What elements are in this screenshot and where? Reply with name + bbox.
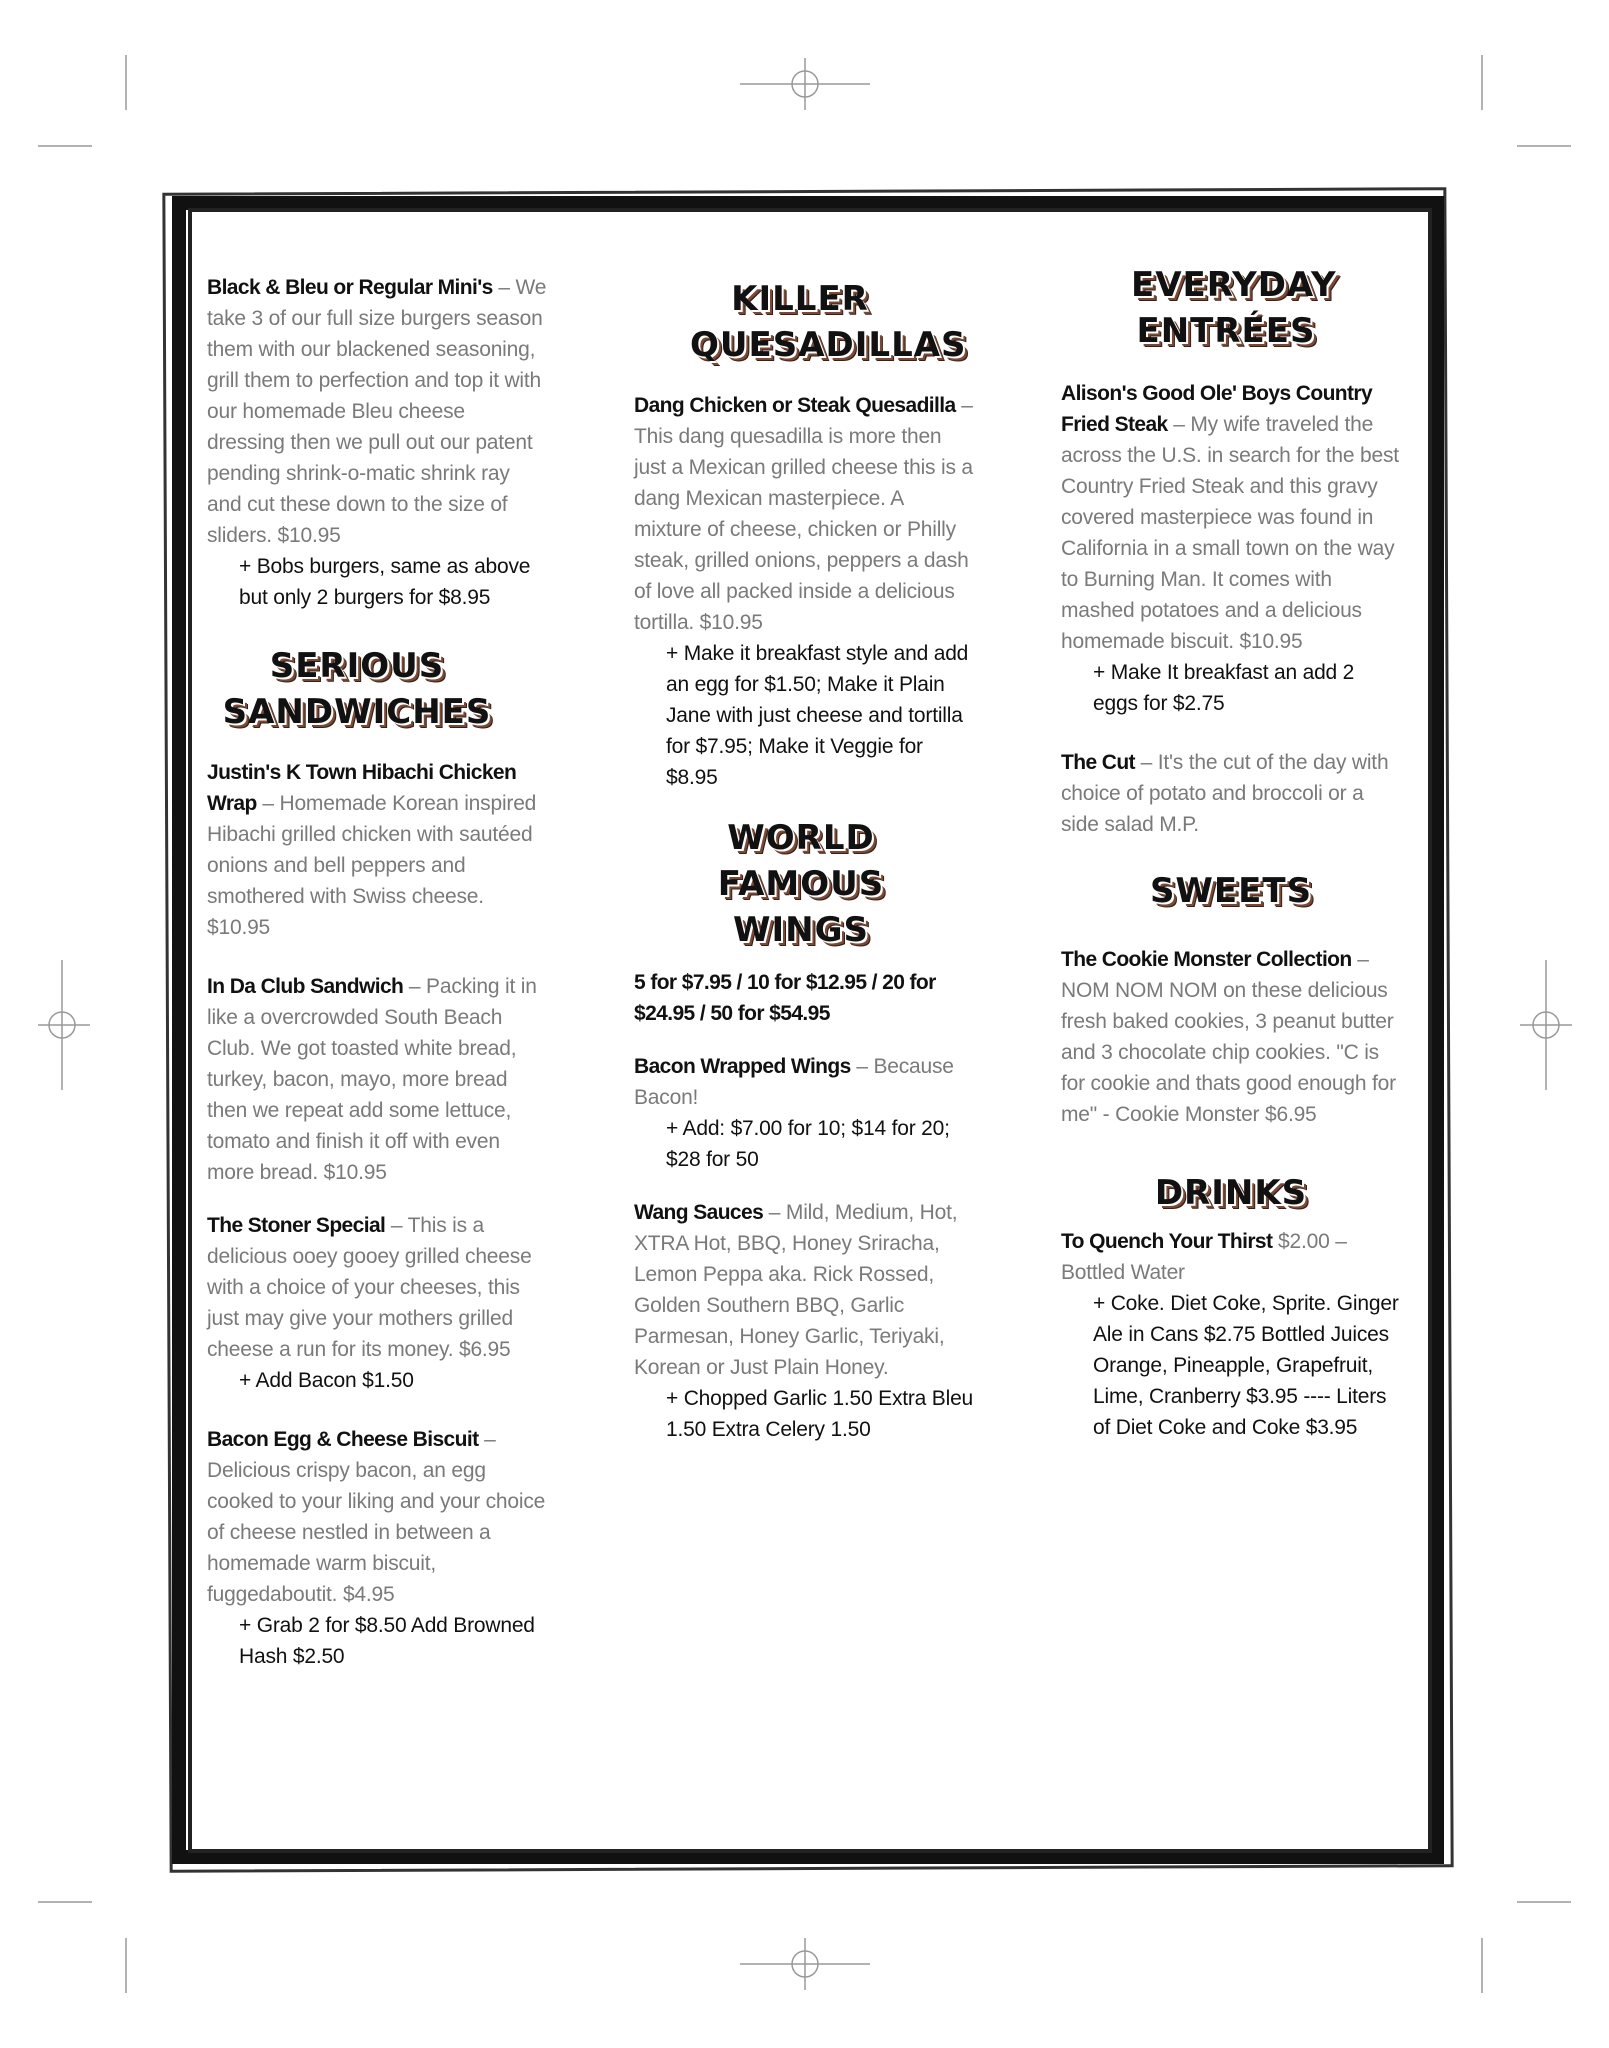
menu-item-bacon-biscuit — [207, 1424, 547, 1672]
menu-item-cookie-collection — [1061, 944, 1401, 1130]
item-description: – Packing it in like a overcrowded South Beach Club. We got toasted white bread, turkey, bacon, mayo, more bread then we repeat add some lettuce, tomato and finish it off with even more bread. $10.95 — [207, 975, 537, 1184]
menu-item-black-bleu — [207, 272, 547, 613]
item-description: – Homemade Korean inspired Hibachi grilled chicken with sautéed onions and bell peppers and smothered with Swiss cheese. $10.95 — [207, 792, 537, 939]
item-description: – Delicious crispy bacon, an egg cooked to your liking and your choice of cheese nestled in between a homemade warm biscuit, fuggedaboutit. $4.95 — [207, 1428, 546, 1606]
item-addon: + Add: $7.00 for 10; $14 for 20; $28 for 50 — [666, 1117, 950, 1171]
menu-item-club-sandwich — [207, 971, 547, 1188]
menu-column-right — [1061, 262, 1401, 1465]
item-name: Dang Chicken or Steak Quesadilla — [634, 394, 956, 417]
item-name: Alison's Good Ole' Boys Country Fried Steak — [1061, 382, 1373, 436]
item-addon: + Add Bacon $1.50 — [239, 1369, 414, 1392]
item-description: – We take 3 of our full size burgers season them with our blackened seasoning, grill them to perfection and top it with our homemade Bleu cheese dressing then we pull out our patent pending shrink-o-matic shrink ray and cut these down to the size of sliders. $10.95 — [207, 276, 547, 547]
item-addon: + Bobs burgers, same as above but only 2 burgers for $8.95 — [239, 555, 531, 609]
menu-item-stoner-special — [207, 1210, 547, 1396]
item-name: In Da Club Sandwich — [207, 975, 404, 998]
section-heading-drinks: DRINKS — [1154, 1173, 1308, 1213]
menu-item-wang-sauces — [634, 1197, 974, 1445]
item-addon: + Chopped Garlic 1.50 Extra Bleu 1.50 Extra Celery 1.50 — [666, 1387, 974, 1441]
item-name: The Stoner Special — [207, 1214, 386, 1237]
wing-prices: 5 for $7.95 / 10 for $12.95 / 20 for $24.95 / 50 for $54.95 — [634, 971, 936, 1025]
item-addon: + Make It breakfast an add 2 eggs for $2.75 — [1093, 661, 1355, 715]
item-description: – This dang quesadilla is more then just a Mexican grilled cheese this is a dang Mexican masterpiece. A mixture of cheese, chicken or Philly steak, grilled onions, peppers a dash of love all packed inside a delicious tortilla. $10.95 — [634, 394, 973, 634]
menu-item-hibachi-wrap — [207, 757, 547, 943]
item-name: The Cut — [1061, 751, 1135, 774]
item-addon: + Coke. Diet Coke, Sprite. Ginger Ale in Cans $2.75 Bottled Juices Orange, Pineapple, Grapefruit, Lime, Cranberry $3.95 ---- Liters of Diet Coke and Coke $3.95 — [1093, 1292, 1399, 1439]
menu-column-middle — [634, 276, 974, 1467]
section-heading-sweets: SWEETS — [1149, 871, 1313, 911]
section-heading-wings: WORLD FAMOUS WINGS — [717, 818, 885, 950]
item-name: To Quench Your Thirst — [1061, 1230, 1273, 1253]
menu-column-left — [207, 272, 547, 1694]
item-addon: + Make it breakfast style and add an egg for $1.50; Make it Plain Jane with just cheese and tortilla for $7.95; Make it Veggie for $8.95 — [666, 642, 969, 789]
item-description: – It's the cut of the day with choice of potato and broccoli or a side salad M.P. — [1061, 751, 1389, 836]
item-name: The Cookie Monster Collection — [1061, 948, 1352, 971]
item-description: – This is a delicious ooey gooey grilled cheese with a choice of your cheeses, this just may give your mothers grilled cheese a run for its money. $6.95 — [207, 1214, 532, 1361]
wing-price-list — [634, 967, 974, 1029]
item-description: – Mild, Medium, Hot, XTRA Hot, BBQ, Honey Sriracha, Lemon Peppa aka. Rick Rossed, Golden Southern BBQ, Garlic Parmesan, Honey Garlic, Teriyaki, Korean or Just Plain Honey. — [634, 1201, 958, 1379]
item-description: $2.00 – Bottled Water — [1061, 1230, 1347, 1284]
item-description: – NOM NOM NOM on these delicious fresh baked cookies, 3 peanut butter and 3 chocolate chip cookies. "C is for cookie and thats good enough for me" - Cookie Monster $6.95 — [1061, 948, 1396, 1126]
section-heading-quesadillas: KILLER QUESADILLAS — [690, 279, 967, 365]
item-description: – Because Bacon! — [634, 1055, 954, 1109]
menu-item-bacon-wings — [634, 1051, 974, 1175]
section-heading-sandwiches: SERIOUS SANDWICHES — [222, 646, 492, 732]
item-name: Black & Bleu or Regular Mini's — [207, 276, 493, 299]
item-addon: + Grab 2 for $8.50 Add Browned Hash $2.50 — [239, 1614, 535, 1668]
item-description: – My wife traveled the across the U.S. in search for the best Country Fried Steak and this gravy covered masterpiece was found in California in a small town on the way to Burning Man. It comes with mashed potatoes and a delicious homemade biscuit. $10.95 — [1061, 413, 1399, 653]
menu-item-quesadilla — [634, 390, 974, 793]
menu-item-country-fried-steak — [1061, 378, 1401, 719]
item-name: Wang Sauces — [634, 1201, 764, 1224]
menu-item-the-cut — [1061, 747, 1401, 840]
item-name: Justin's K Town Hibachi Chicken Wrap — [207, 761, 517, 815]
section-heading-entrees: EVERYDAY ENTRÉES — [1131, 265, 1337, 351]
item-name: Bacon Egg & Cheese Biscuit — [207, 1428, 479, 1451]
item-name: Bacon Wrapped Wings — [634, 1055, 851, 1078]
menu-item-drinks — [1061, 1226, 1401, 1443]
